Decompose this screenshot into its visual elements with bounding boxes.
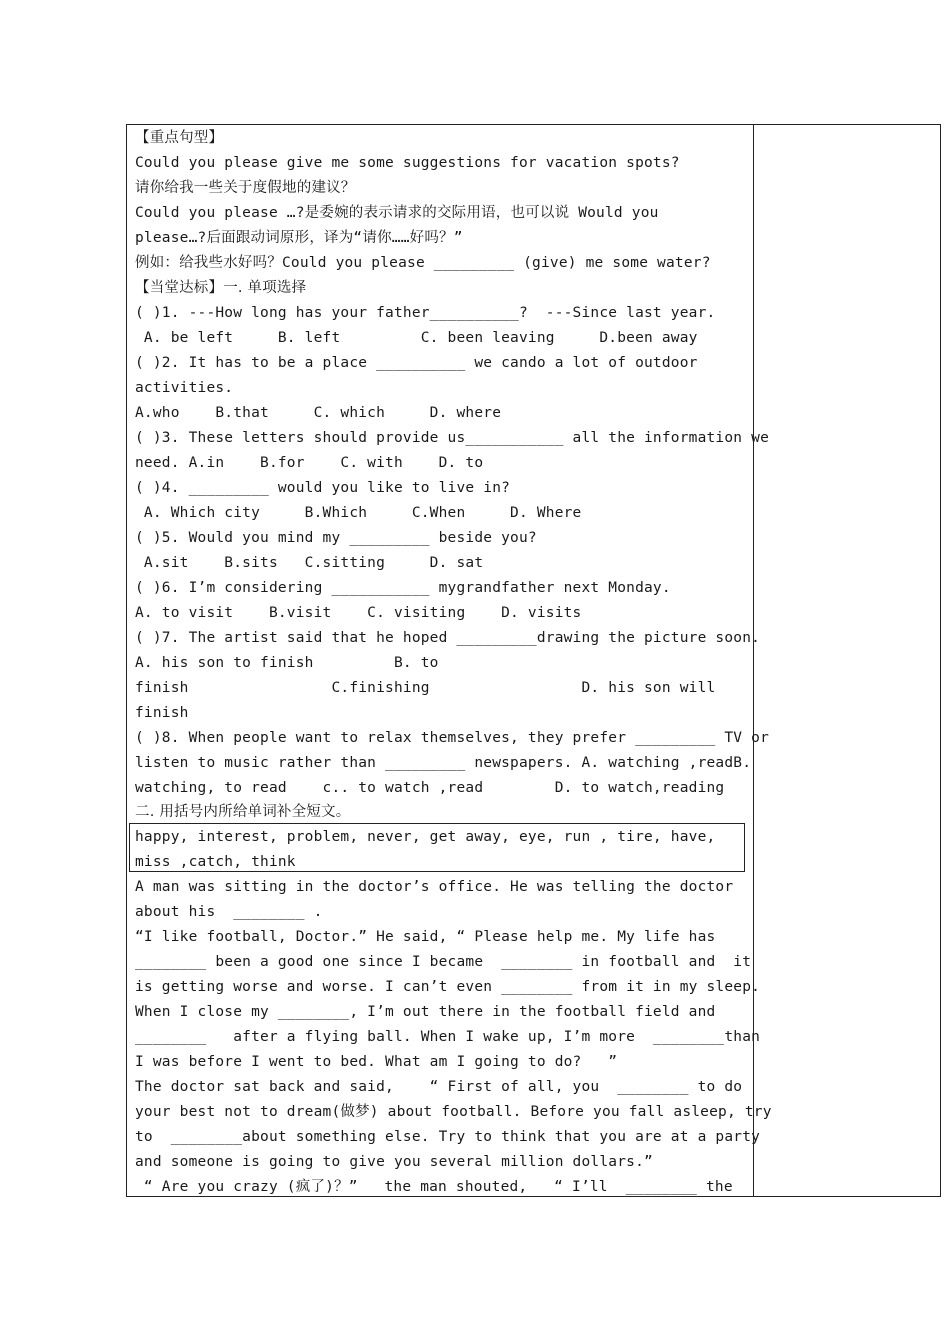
- options-line: A.sit B.sits C.sitting D. sat: [135, 555, 484, 571]
- passage-line: ________ been a good one since I became ________ in football and it: [135, 954, 752, 970]
- section-heading-practice: 【当堂达标】一. 单项选择: [135, 280, 307, 296]
- options-line: finish: [135, 705, 189, 721]
- question-line: ( )7. The artist said that he hoped _________drawing the picture soon.: [135, 630, 761, 646]
- word-bank-line: miss ,catch, think: [135, 854, 296, 870]
- passage-line: to ________about something else. Try to think that you are at a party: [135, 1129, 761, 1145]
- question-line: listen to music rather than _________ newspapers. A. watching ,readB.: [135, 755, 752, 771]
- passage-line: A man was sitting in the doctor’s office. He was telling the doctor: [135, 879, 734, 895]
- passage-line: is getting worse and worse. I can’t even ________ from it in my sleep.: [135, 979, 761, 995]
- passage-line: ________ after a flying ball. When I wake up, I’m more ________than: [135, 1029, 761, 1045]
- text-line: 请你给我一些关于度假地的建议？: [135, 180, 356, 196]
- passage-line: about his ________ .: [135, 904, 323, 920]
- text-line: please…?后面跟动词原形，译为“请你……好吗？”: [135, 230, 463, 246]
- options-line: A.who B.that C. which D. where: [135, 405, 502, 421]
- question-line: ( )1. ---How long has your father__________? ---Since last year.: [135, 305, 716, 321]
- options-line: A. his son to finish B. to: [135, 655, 439, 671]
- text-line: Could you please …?是委婉的表示请求的交际用语，也可以说 Would you: [135, 205, 659, 221]
- options-line: A. to visit B.visit C. visiting D. visits: [135, 605, 582, 621]
- question-line: ( )4. _________ would you like to live in?: [135, 480, 511, 496]
- question-line: activities.: [135, 380, 234, 396]
- options-line: A. Which city B.Which C.When D. Where: [135, 505, 582, 521]
- question-line: ( )3. These letters should provide us___________ all the information we: [135, 430, 770, 446]
- passage-line: your best not to dream(做梦) about football. Before you fall asleep, try: [135, 1104, 772, 1120]
- options-line: finish C.finishing D. his son will: [135, 680, 716, 696]
- passage-line: “I like football, Doctor.” He said, “ Please help me. My life has: [135, 929, 716, 945]
- question-line: ( )5. Would you mind my _________ beside you?: [135, 530, 537, 546]
- options-line: watching, to read c.. to watch ,read D. to watch,reading: [135, 780, 725, 796]
- question-line: ( )6. I’m considering ___________ mygrandfather next Monday.: [135, 580, 671, 596]
- options-line: need. A.in B.for C. with D. to: [135, 455, 484, 471]
- passage-line: and someone is going to give you several million dollars.”: [135, 1154, 653, 1170]
- text-line: Could you please give me some suggestions for vacation spots?: [135, 155, 680, 171]
- options-line: A. be left B. left C. been leaving D.been away: [135, 330, 698, 346]
- passage-line: The doctor sat back and said, “ First of all, you ________ to do: [135, 1079, 743, 1095]
- question-line: ( )2. It has to be a place __________ we cando a lot of outdoor: [135, 355, 698, 371]
- text-line: 例如：给我些水好吗？Could you please _________ (give) me some water?: [135, 255, 711, 271]
- passage-line: When I close my ________, I’m out there in the football field and: [135, 1004, 716, 1020]
- passage-line: “ Are you crazy (疯了)？” the man shouted, “ I’ll ________ the: [135, 1179, 733, 1195]
- question-line: ( )8. When people want to relax themselves, they prefer _________ TV or: [135, 730, 770, 746]
- section-heading-fill-in: 二. 用括号内所给单词补全短文。: [135, 804, 351, 820]
- passage-line: I was before I went to bed. What am I going to do? ”: [135, 1054, 618, 1070]
- word-bank-line: happy, interest, problem, never, get away, eye, run , tire, have,: [135, 829, 716, 845]
- section-heading-key-sentences: 【重点句型】: [135, 130, 224, 146]
